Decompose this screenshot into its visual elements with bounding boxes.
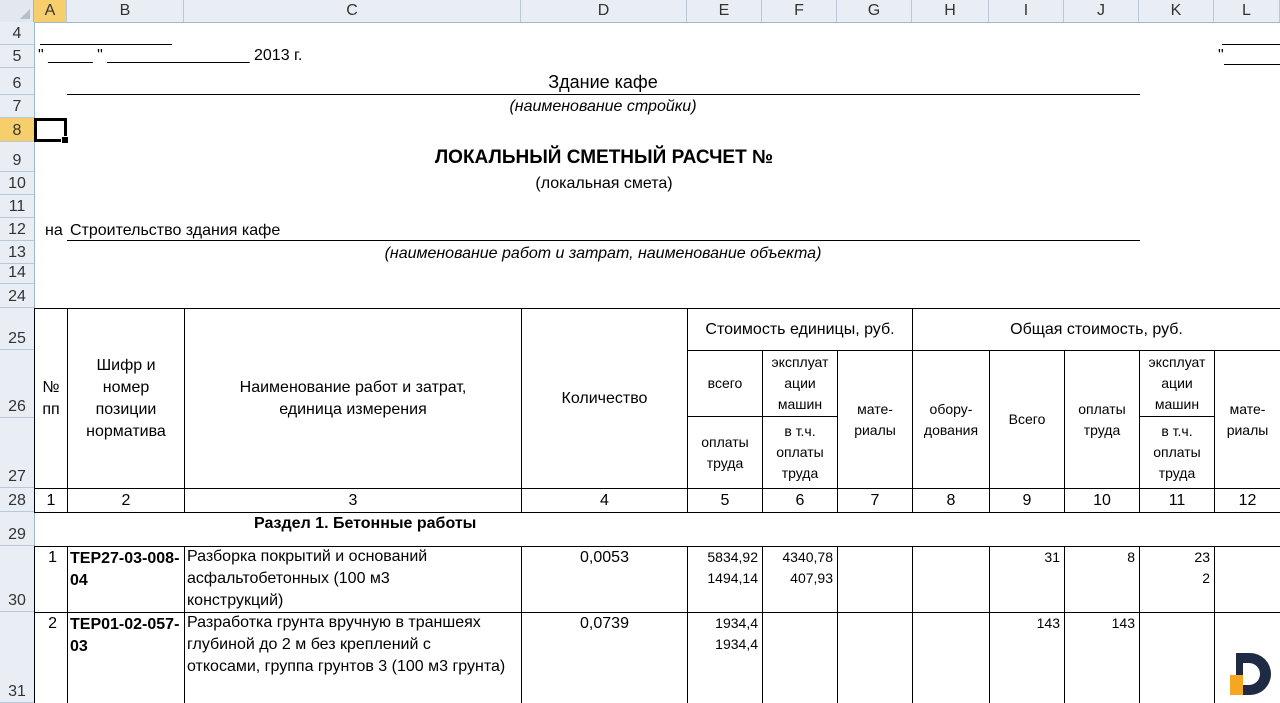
header-unit-cost: Стоимость единицы, руб. <box>705 320 895 338</box>
row-header-8[interactable]: 8 <box>0 118 34 142</box>
building-name: Здание кафе <box>548 72 658 92</box>
item-2-qty[interactable]: 0,0739 <box>580 615 629 632</box>
column-header-l[interactable]: L <box>1214 0 1280 22</box>
item-1-total-mach-pay[interactable]: 2 <box>1202 570 1210 586</box>
row-header-12[interactable]: 12 <box>0 218 34 241</box>
on-label: на <box>45 222 63 239</box>
row-header-29[interactable]: 29 <box>0 512 34 546</box>
item-2-code[interactable]: ТЕР01-02-057-03 <box>70 616 180 655</box>
item-2-name[interactable]: Разработка грунта вручную в траншеях глубиной до 2 м без креплений с откосами, группа грунтов 3 (100 м3 грунта) <box>187 614 506 675</box>
header-total-mach: эксплуат ации машин <box>1148 354 1206 412</box>
item-2-total[interactable]: 143 <box>1036 615 1060 631</box>
item-2-unit-pay[interactable]: 1934,4 <box>715 636 758 652</box>
item-2-unit-all[interactable]: 1934,4 <box>715 615 758 631</box>
header-total-pay: оплаты труда <box>1078 400 1126 438</box>
date-line-right: " <box>1218 47 1224 64</box>
row-header-14[interactable]: 14 <box>0 264 34 284</box>
column-header-g[interactable]: G <box>837 0 912 22</box>
column-header-a[interactable]: A <box>34 0 67 22</box>
row-header-6[interactable]: 6 <box>0 68 34 95</box>
row-header-7[interactable]: 7 <box>0 95 34 118</box>
colnum-10: 10 <box>1093 491 1111 509</box>
vline-c-rows <box>184 546 185 703</box>
object-name: Строительство здания кафе <box>70 222 281 239</box>
header-unit-mat: мате- риалы <box>854 400 896 438</box>
column-header-e[interactable]: E <box>687 0 762 22</box>
header-unit-all: всего <box>707 375 743 391</box>
vline-g-rows <box>837 546 838 703</box>
row-header-13[interactable]: 13 <box>0 241 34 264</box>
table-colnums-bottom <box>34 512 1280 513</box>
brand-logo-icon <box>1228 649 1274 699</box>
row-header-24[interactable]: 24 <box>0 284 34 308</box>
colnum-11: 11 <box>1168 491 1186 509</box>
header-unit-pay: оплаты труда <box>701 433 749 471</box>
colnum-1: 1 <box>46 491 56 509</box>
row-header-28[interactable]: 28 <box>0 488 34 512</box>
row-header-27[interactable]: 27 <box>0 418 34 488</box>
item-1-unit-mach-pay[interactable]: 407,93 <box>790 570 833 586</box>
row-header-10[interactable]: 10 <box>0 172 34 195</box>
column-header-j[interactable]: J <box>1064 0 1139 22</box>
row-header-26[interactable]: 26 <box>0 350 34 418</box>
colnum-9: 9 <box>1022 491 1032 509</box>
item-2-num[interactable]: 2 <box>48 615 57 632</box>
vline-l-rows <box>1214 546 1215 703</box>
item-1-total-pay[interactable]: 8 <box>1127 549 1135 565</box>
header-equip: обору- дования <box>923 400 979 438</box>
item-1-code[interactable]: ТЕР27-03-008-04 <box>70 550 180 589</box>
row-header-30[interactable]: 30 <box>0 546 34 612</box>
object-caption: (наименование работ и затрат, наименование объекта) <box>384 245 822 262</box>
item-1-total[interactable]: 31 <box>1044 549 1060 565</box>
header-total-cost: Общая стоимость, руб. <box>1010 320 1183 338</box>
item-1-unit-pay[interactable]: 1494,14 <box>707 570 758 586</box>
header-qty: Количество <box>561 389 648 407</box>
colnum-7: 7 <box>870 491 880 509</box>
row-header-5[interactable]: 5 <box>0 45 34 68</box>
item-1-unit-mach[interactable]: 4340,78 <box>782 549 833 565</box>
header-name: Наименование работ и затрат, единица измерения <box>239 378 467 418</box>
row-header-9[interactable]: 9 <box>0 142 34 172</box>
colnum-4: 4 <box>600 491 609 509</box>
signature-line-right <box>1222 44 1280 45</box>
date-line: " _____ " ________________ 2013 г. <box>38 47 303 64</box>
estimate-subtitle: (локальная смета) <box>535 175 673 192</box>
building-caption: (наименование стройки) <box>509 98 697 115</box>
vline-h-rows <box>912 546 913 703</box>
estimate-title: ЛОКАЛЬНЫЙ СМЕТНЫЙ РАСЧЕТ № <box>434 147 774 168</box>
header-unit-mach: эксплуат ации машин <box>771 354 829 412</box>
colnum-2: 2 <box>121 491 131 509</box>
object-underline <box>67 240 1140 241</box>
column-header-c[interactable]: C <box>184 0 521 22</box>
vline-b-rows <box>67 546 68 703</box>
item-1-qty[interactable]: 0,0053 <box>580 549 629 566</box>
date-underline-right <box>1224 64 1280 65</box>
header-code: Шифр и номер позиции норматива <box>86 356 166 440</box>
header-num: № пп <box>42 378 60 418</box>
item-2-total-pay[interactable]: 143 <box>1111 615 1135 631</box>
row-header-4[interactable]: 4 <box>0 22 34 45</box>
header-total-mat: мате- риалы <box>1226 400 1269 438</box>
colnum-6: 6 <box>795 491 805 509</box>
column-header-h[interactable]: H <box>912 0 989 22</box>
section-heading: Раздел 1. Бетонные работы <box>254 515 477 532</box>
header-total: Всего <box>1008 411 1046 427</box>
select-all-corner[interactable] <box>0 0 34 22</box>
row-header-25[interactable]: 25 <box>0 308 34 350</box>
column-header-k[interactable]: K <box>1139 0 1214 22</box>
item-1-total-mach[interactable]: 23 <box>1194 549 1210 565</box>
item-1-unit-all[interactable]: 5834,92 <box>707 549 758 565</box>
row-header-31[interactable]: 31 <box>0 612 34 703</box>
colnum-3: 3 <box>348 491 358 509</box>
header-total-mach-pay: в т.ч. оплаты труда <box>1153 423 1201 481</box>
column-header-i[interactable]: I <box>989 0 1064 22</box>
column-header-f[interactable]: F <box>762 0 837 22</box>
row-header-11[interactable]: 11 <box>0 195 34 218</box>
item-1-num[interactable]: 1 <box>48 549 57 566</box>
item-1-name[interactable]: Разборка покрытий и оснований асфальтобетонных (100 м3 конструкций) <box>187 548 428 609</box>
header-unit-mach-pay: в т.ч. оплаты труда <box>776 423 824 481</box>
signature-line <box>40 44 172 45</box>
colnum-8: 8 <box>946 491 956 509</box>
colnum-5: 5 <box>720 491 730 509</box>
column-header-b[interactable]: B <box>67 0 184 22</box>
building-underline <box>67 94 1140 95</box>
column-header-d[interactable]: D <box>521 0 687 22</box>
colnum-12: 12 <box>1238 491 1257 509</box>
selected-cell-a8[interactable] <box>34 118 67 142</box>
